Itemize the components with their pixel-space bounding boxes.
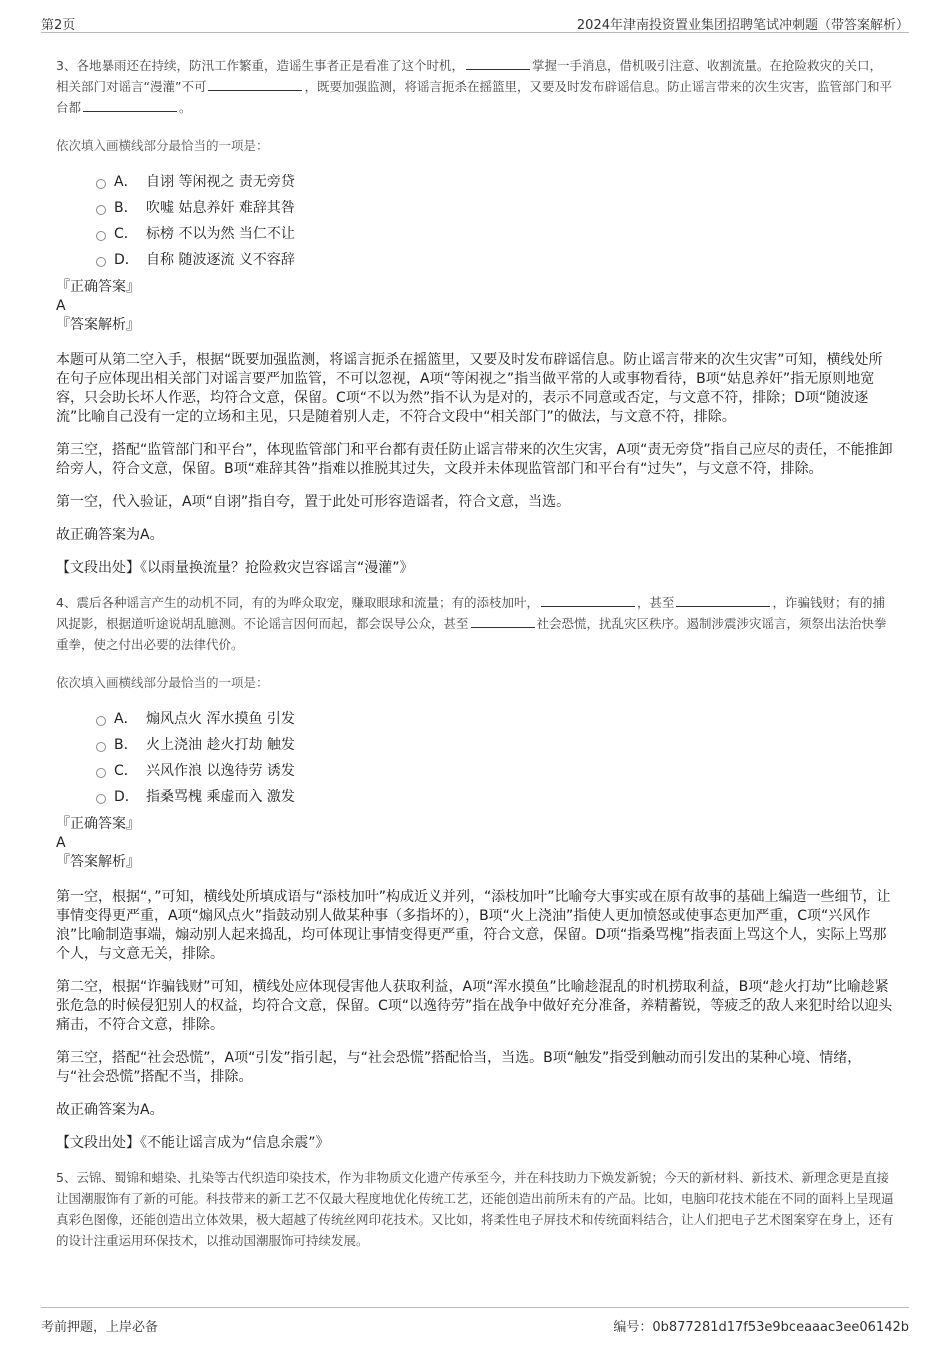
option-a[interactable] <box>96 705 894 731</box>
analysis-paragraph: 故正确答案为A。 <box>56 1102 164 1118</box>
radio-icon[interactable] <box>96 179 106 189</box>
stem-text: 掌握一手消息，借机吸引注意、收割流量。在抢险救灾的关口，相关部门对谣言“漫灌”不可 <box>56 58 882 94</box>
stem-text: 社会恐慌，扰乱灾区秩序。遏制涉震涉灾谣言，须祭出法治快拳重拳，使之付出必要的法律代价。 <box>56 616 887 652</box>
option-letter: C． <box>114 226 138 242</box>
radio-icon[interactable] <box>96 257 106 267</box>
option-d[interactable] <box>96 246 894 272</box>
question-5-stem: 5、云锦、蜀锦和蜡染、扎染等古代织造印染技术，作为非物质文化遗产传承至今，并在科技助力下焕发新貌；今天的新材料、新技术、新理念更是直接让国潮服饰有了新的可能。科技带来的新工艺不仅最大程度地优化传统工艺，还能创造出前所未有的产品。比如，电脑印花技术能在不同的面料上呈现逼真彩色图像，还能创造出立体效果，极大超越了传统丝网印花技术。又比如，将柔性电子屏技术和传统面料结合，让人们把电子艺术图案穿在身上，还有的设计注重运用环保技术，以推动国潮服饰可持续发展。 <box>56 1170 894 1248</box>
analysis-paragraph: 第三空，搭配“社会恐慌”，A项“引发”指引起，与“社会恐慌”搭配恰当，当选。B项“触发”指受到触动而引发出的某种心境、情绪，与“社会恐慌”搭配不当，排除。 <box>56 1050 862 1085</box>
stem-text: ，诈骗钱财；有的捕风捉影，根据道听途说胡乱臆测。不论谣言因何而起，都会误导公众，甚至 <box>56 595 885 631</box>
radio-icon[interactable] <box>96 205 106 215</box>
analysis-paragraph: 第二空，根据“诈骗钱财”可知，横线处应体现侵害他人获取利益，A项“浑水摸鱼”比喻趁混乱的时机捞取利益，B项“趁火打劫”比喻趁紧张危急的时候侵犯别人的权益，均符合文意，保留。C项“以逸待劳”指在战争中做好充分准备，养精蓄锐，等疲乏的敌人来犯时给以迎头痛击，不符合文意，排除。 <box>56 979 893 1033</box>
radio-icon[interactable] <box>96 742 106 752</box>
answer-label: 『正确答案』 <box>56 816 140 832</box>
stem-text: 4、震后各种谣言产生的动机不同，有的为哗众取宠，赚取眼球和流量；有的添枝加叶， <box>56 595 539 610</box>
analysis-body <box>56 351 894 545</box>
question-prompt: 依次填入画横线部分最恰当的一项是： <box>56 675 269 690</box>
document-code: 编号：0b877281d17f53e9bceaaac3ee06142b <box>613 1320 909 1335</box>
question-4-stem <box>56 592 894 655</box>
question-prompt: 依次填入画横线部分最恰当的一项是： <box>56 138 269 153</box>
correct-answer: A <box>56 298 66 314</box>
option-letter: B． <box>114 737 138 753</box>
answer-label: 『正确答案』 <box>56 279 140 295</box>
option-text: 标榜 不以为然 当仁不让 <box>146 226 295 242</box>
document-body <box>56 55 894 1251</box>
stem-text: ，甚至 <box>636 595 675 610</box>
fill-blank <box>541 593 635 607</box>
option-text: 自称 随波逐流 义不容辞 <box>146 252 295 268</box>
option-text: 指桑骂槐 乘虚而入 激发 <box>146 789 295 805</box>
document-title: 2024年津南投资置业集团招聘笔试冲刺题（带答案解析） <box>576 18 909 33</box>
option-letter: A． <box>114 174 138 190</box>
option-c[interactable] <box>96 757 894 783</box>
page-footer <box>41 1307 909 1336</box>
passage-source: 【文段出处】《不能让谣言成为“信息余震”》 <box>56 1135 330 1151</box>
option-text: 自诩 等闲视之 责无旁贷 <box>146 174 295 190</box>
analysis-paragraph: 第一空，代入验证，A项“自诩”指自夸，置于此处可形容造谣者，符合文意，当选。 <box>56 494 571 510</box>
option-text: 煽风点火 浑水摸鱼 引发 <box>146 711 295 727</box>
fill-blank <box>471 614 535 628</box>
stem-text: ，既要加强监测，将谣言扼杀在摇篮里，又要及时发布辟谣信息。防止谣言带来的次生灾害，监管部门和平台都 <box>56 79 892 115</box>
option-d[interactable] <box>96 783 894 809</box>
option-c[interactable] <box>96 220 894 246</box>
correct-answer: A <box>56 835 66 851</box>
option-letter: D． <box>114 252 139 268</box>
analysis-paragraph: 本题可从第二空入手，根据“既要加强监测，将谣言扼杀在摇篮里，又要及时发布辟谣信息。防止谣言带来的次生灾害”可知，横线处所在句子应体现出相关部门对谣言要严加监管，不可以忽视，A项“等闲视之”指当做平常的人或事物看待，B项“姑息养奸”指无原则地宽容，只会助长坏人作恶，均符合文意，保留。C项“不以为然”指不认为是对的，表示不同意或否定，与文意不符，排除；D项“随波逐流”比喻自己没有一定的立场和主见，只是随着别人走，不符合文段中“相关部门”的做法，与文意不符，排除。 <box>56 352 883 425</box>
question-3 <box>56 55 894 578</box>
analysis-label: 『答案解析』 <box>56 317 140 333</box>
option-text: 兴风作浪 以逸待劳 诱发 <box>146 763 295 779</box>
option-list <box>96 705 894 809</box>
fill-blank <box>208 77 302 91</box>
option-list <box>96 168 894 272</box>
option-a[interactable] <box>96 168 894 194</box>
option-b[interactable] <box>96 731 894 757</box>
question-4 <box>56 592 894 1153</box>
option-b[interactable] <box>96 194 894 220</box>
page-number: 第2页 <box>41 18 76 33</box>
option-letter: C． <box>114 763 138 779</box>
radio-icon[interactable] <box>96 716 106 726</box>
analysis-body <box>56 888 894 1120</box>
analysis-paragraph: 故正确答案为A。 <box>56 527 164 543</box>
passage-source: 【文段出处】《以雨量换流量？抢险救灾岂容谣言“漫灌”》 <box>56 560 414 576</box>
option-letter: D． <box>114 789 139 805</box>
question-5 <box>56 1167 894 1251</box>
option-letter: A． <box>114 711 138 727</box>
stem-text: 。 <box>179 100 192 115</box>
analysis-paragraph: 第三空，搭配“监管部门和平台”，体现监管部门和平台都有责任防止谣言带来的次生灾害，A项“责无旁贷”指自己应尽的责任，不能推卸给旁人，符合文意，保留。B项“难辞其咎”指难以推脱其过失，文段并未体现监管部门和平台有“过失”，与文意不符，排除。 <box>56 442 893 477</box>
fill-blank <box>83 98 177 112</box>
stem-text: 3、各地暴雨还在持续，防汛工作繁重，造谣生事者正是看准了这个时机， <box>56 58 464 73</box>
option-letter: B． <box>114 200 138 216</box>
question-3-stem <box>56 55 894 118</box>
footer-motto: 考前押题，上岸必备 <box>41 1320 159 1335</box>
option-text: 吹嘘 姑息养奸 难辞其咎 <box>146 200 295 216</box>
analysis-paragraph: 第一空，根据“，”可知，横线处所填成语与“添枝加叶”构成近义并列，“添枝加叶”比喻夸大事实或在原有故事的基础上编造一些细节，让事情变得更严重，A项“煽风点火”指鼓动别人做某种事（多指坏的），B项“火上浇油”指使人更加愤怒或使事态更加严重，C项“兴风作浪”比喻制造事端，煽动别人起来捣乱，均可体现让事情变得更严重，符合文意，保留。D项“指桑骂槐”指表面上骂这个人，实际上骂那个人，与文意无关，排除。 <box>56 889 891 962</box>
page-header <box>41 10 909 33</box>
radio-icon[interactable] <box>96 231 106 241</box>
analysis-label: 『答案解析』 <box>56 854 140 870</box>
fill-blank <box>676 593 770 607</box>
radio-icon[interactable] <box>96 768 106 778</box>
radio-icon[interactable] <box>96 794 106 804</box>
option-text: 火上浇油 趁火打劫 触发 <box>146 737 295 753</box>
fill-blank <box>466 56 530 70</box>
